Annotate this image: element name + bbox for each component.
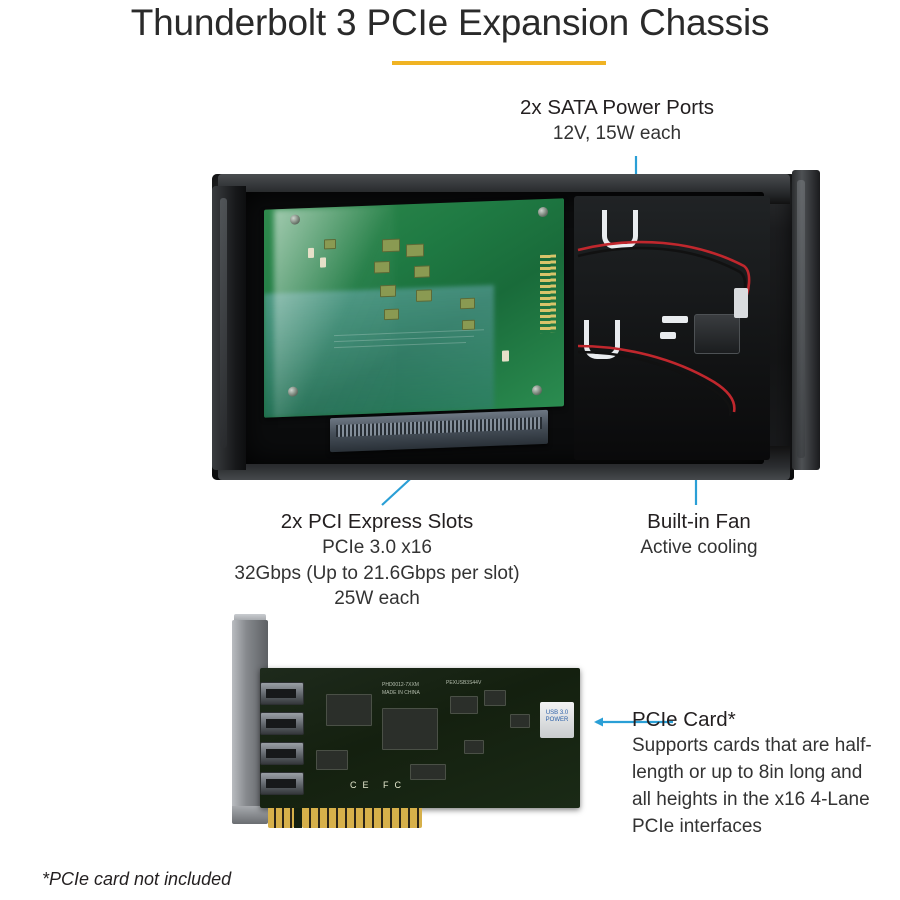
card-edge-fingers-short xyxy=(268,808,294,828)
pcb-component xyxy=(382,239,400,253)
pcb-capacitor xyxy=(502,350,509,361)
card-silk-origin: MADE IN CHINA xyxy=(382,690,420,696)
card-bracket-foot xyxy=(232,806,268,824)
chassis-mainboard-pcb xyxy=(264,198,564,418)
usb-port-4 xyxy=(260,772,304,795)
usb-port-3 xyxy=(260,742,304,765)
card-certification-logos: CE FC xyxy=(350,780,407,790)
callout-pci-express-slots xyxy=(182,508,572,611)
page-title: Thunderbolt 3 PCIe Expansion Chassis xyxy=(130,2,770,43)
card-chip xyxy=(510,714,530,728)
title-underline-rule xyxy=(392,61,606,65)
pcb-component xyxy=(384,309,399,321)
footnote-pcie-card-not-included: *PCIe card not included xyxy=(42,869,232,889)
callout-slots-sub2: 32Gbps (Up to 21.6Gbps per slot) xyxy=(234,562,520,584)
card-pcb xyxy=(260,668,580,808)
callout-fan-sub: Active cooling xyxy=(640,537,758,559)
pcb-capacitor xyxy=(308,248,314,258)
rear-connector-clip xyxy=(734,288,748,318)
pcb-component xyxy=(380,285,396,298)
card-controller-chip xyxy=(382,708,438,750)
usb-port-2 xyxy=(260,712,304,735)
chassis-left-rail-highlight xyxy=(220,198,227,448)
pcb-component xyxy=(414,265,430,278)
card-edge-fingers-long xyxy=(302,808,422,828)
callout-sata-power-ports xyxy=(477,94,757,147)
card-chip xyxy=(316,750,348,770)
card-edge-notch xyxy=(294,808,302,828)
pcb-screw-bottom-right xyxy=(532,385,542,395)
card-chip xyxy=(450,696,478,714)
card-chip xyxy=(326,694,372,726)
pcb-component xyxy=(462,320,475,330)
usb-port-1 xyxy=(260,682,304,705)
pcb-component xyxy=(374,261,390,274)
pcb-component xyxy=(406,244,424,258)
callout-pcie-card xyxy=(632,706,878,841)
pcb-gold-contacts xyxy=(540,255,556,334)
internal-power-connector xyxy=(540,702,574,738)
pcie-card-image xyxy=(232,620,592,852)
callout-card-sub: Supports cards that are half-length or up to 8in long and all heights in the x16 4-Lane PCIe interfaces xyxy=(632,735,872,838)
card-chip xyxy=(484,690,506,706)
power-connector-label: USB 3.0 POWER xyxy=(545,710,569,723)
callout-slots-sub1: PCIe 3.0 x16 xyxy=(322,537,432,559)
callout-fan-heading: Built-in Fan xyxy=(647,510,751,533)
callout-slots-sub3: 25W each xyxy=(334,587,420,609)
pcb-screw-top-right xyxy=(538,207,548,217)
chassis-left-rail xyxy=(212,186,246,470)
chassis-right-bracket xyxy=(792,170,820,470)
callout-built-in-fan xyxy=(586,508,812,561)
expansion-chassis-image xyxy=(208,170,820,488)
callout-sata-sub: 12V, 15W each xyxy=(552,123,682,145)
pcb-component xyxy=(416,289,432,302)
card-silk-part: PHD0012-7XXM xyxy=(382,682,419,688)
pcb-component xyxy=(324,239,336,249)
chassis-rear-compartment xyxy=(574,196,770,460)
callout-slots-heading: 2x PCI Express Slots xyxy=(280,510,474,533)
card-chip xyxy=(410,764,446,780)
callout-sata-heading: 2x SATA Power Ports xyxy=(519,96,715,119)
sata-power-cables xyxy=(574,196,770,460)
card-silk-model: PEXUSB3S44V xyxy=(446,680,482,686)
pcb-capacitor xyxy=(320,257,326,267)
card-chip xyxy=(464,740,484,754)
callout-card-heading: PCIe Card* xyxy=(632,708,736,731)
pcb-component xyxy=(460,298,475,310)
